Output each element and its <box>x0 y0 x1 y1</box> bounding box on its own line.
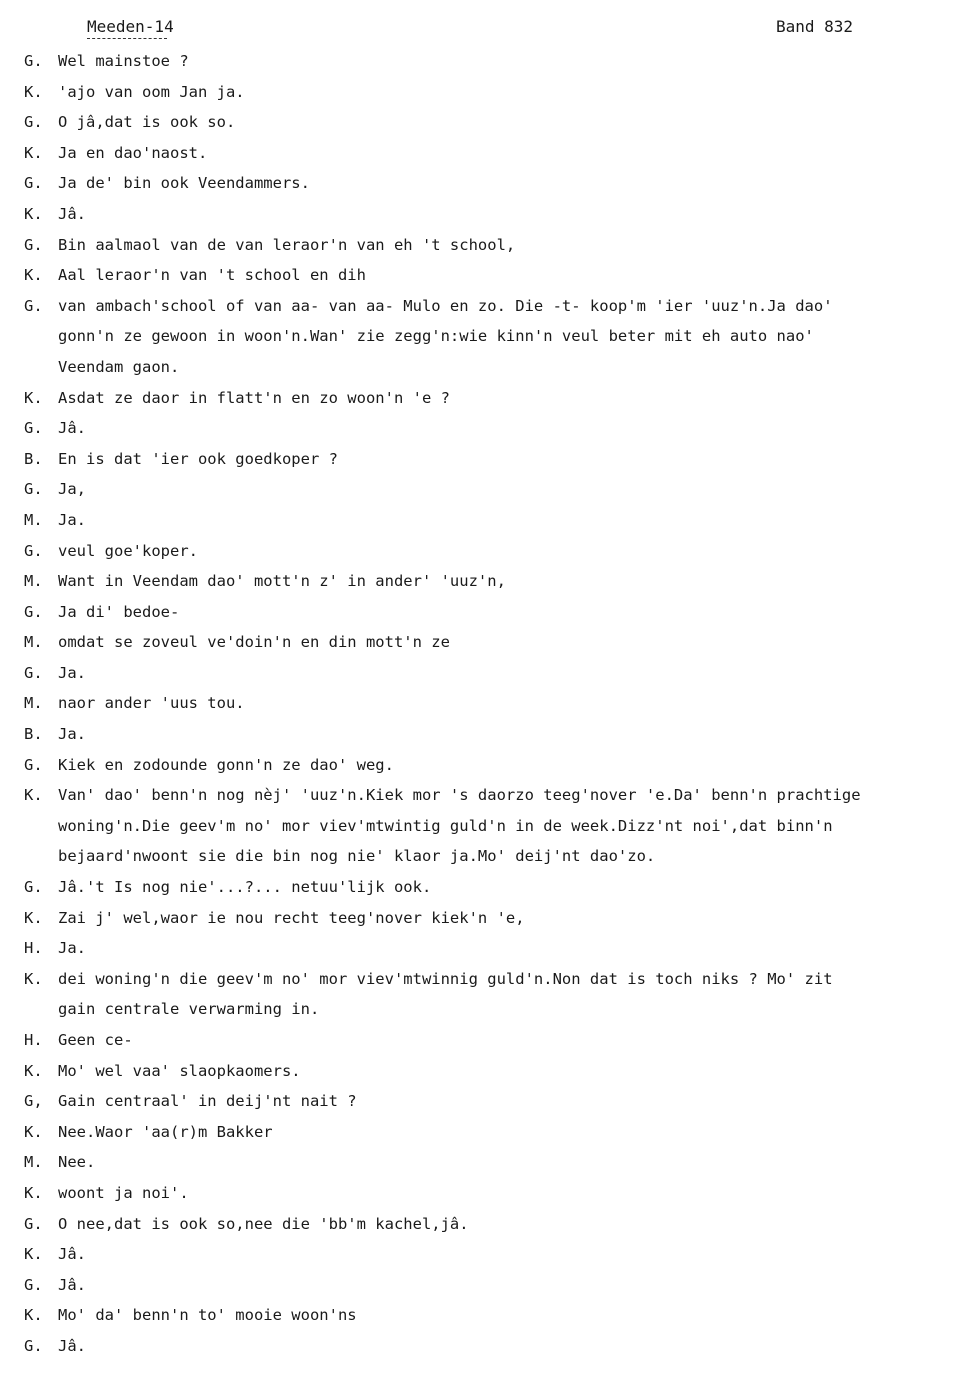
speaker-label: K. <box>24 1122 43 1141</box>
transcript-body <box>24 46 973 1362</box>
utterance-text: Jâ. <box>58 204 86 223</box>
utterance-text: Mo' wel vaa' slaopkaomers. <box>58 1061 301 1080</box>
transcript-line <box>24 321 973 352</box>
speaker-label: H. <box>24 939 43 958</box>
speaker-label: G. <box>24 755 43 774</box>
speaker-label: H. <box>24 1031 43 1049</box>
transcript-line <box>24 627 973 658</box>
speaker-label: K. <box>24 1061 43 1080</box>
speaker-label: G. <box>24 1214 43 1233</box>
utterance-text: Ja en dao'naost. <box>58 143 208 162</box>
speaker-label: K. <box>24 969 43 988</box>
utterance-text: Ja. <box>58 510 86 529</box>
utterance-text: Zai j' wel,waor ie nou recht teeg'nover kiek'n 'e, <box>58 908 525 927</box>
transcript-line <box>24 688 973 719</box>
speaker-label: G. <box>24 1275 43 1294</box>
utterance-text: dei woning'n die geev'm no' mor viev'mtwinnig guld'n.Non dat is toch niks ? Mo' zit <box>58 969 833 988</box>
utterance-text: van ambach'school of van aa- van aa- Mulo en zo. Die -t- koop'm 'ier 'uuz'n.Ja dao' <box>58 296 833 315</box>
document-title: Meeden-14 <box>87 17 174 36</box>
band-label: Band 832 <box>775 17 853 36</box>
transcript-line <box>24 199 973 230</box>
speaker-label: M. <box>24 1153 43 1172</box>
transcript-line <box>24 811 973 842</box>
speaker-label: G. <box>24 113 43 132</box>
transcript-line <box>24 1056 973 1087</box>
transcript-line <box>24 994 973 1025</box>
transcript-line <box>24 1239 973 1270</box>
utterance-text: gonn'n ze gewoon in woon'n.Wan' zie zegg'n:wie kinn'n veul beter mit eh auto nao' <box>58 327 814 346</box>
utterance-text: Want in Veendam dao' mott'n z' in ander' 'uuz'n, <box>58 572 506 591</box>
transcript-line <box>24 291 973 322</box>
transcript-line <box>24 1331 973 1362</box>
speaker-label: G, <box>24 1092 43 1111</box>
speaker-label: G. <box>24 480 43 499</box>
transcript-line <box>24 566 973 597</box>
utterance-text: Jâ. <box>58 1245 86 1264</box>
speaker-label: M. <box>24 572 43 591</box>
speaker-label: G. <box>24 419 43 438</box>
utterance-text: Veendam gaon. <box>58 357 180 376</box>
transcript-line <box>24 474 973 505</box>
utterance-text: Ja, <box>58 480 86 499</box>
utterance-text: Gain centraal' in deij'nt nait ? <box>58 1092 357 1111</box>
transcript-line <box>24 872 973 903</box>
utterance-text: woning'n.Die geev'm no' mor viev'mtwintig guld'n in de week.Dizz'nt noi',dat binn'n <box>58 816 833 835</box>
transcript-line <box>24 168 973 199</box>
transcript-line <box>24 964 973 995</box>
transcript-line <box>24 383 973 414</box>
transcript-line <box>24 77 973 108</box>
speaker-label: K. <box>24 143 43 162</box>
transcript-line <box>24 46 973 77</box>
utterance-text: Ja. <box>58 663 86 682</box>
utterance-text: O nee,dat is ook so,nee die 'bb'm kachel,jâ. <box>58 1214 469 1233</box>
transcript-line <box>24 413 973 444</box>
transcript-line <box>24 597 973 628</box>
speaker-label: M. <box>24 633 43 652</box>
transcript-line <box>24 536 973 567</box>
speaker-label: K. <box>24 266 43 285</box>
speaker-label: K. <box>24 82 43 101</box>
utterance-text: Mo' da' benn'n to' mooie woon'ns <box>58 1306 357 1325</box>
transcript-line <box>24 1300 973 1331</box>
utterance-text: Bin aalmaol van de van leraor'n van eh 't school, <box>58 235 516 254</box>
utterance-text: Nee. <box>58 1153 96 1172</box>
utterance-text: woont ja noi'. <box>58 1183 189 1202</box>
transcript-line <box>24 841 973 872</box>
utterance-text: Jâ. <box>58 1336 86 1355</box>
transcript-line <box>24 1086 973 1117</box>
speaker-label: G. <box>24 235 43 254</box>
speaker-label: K. <box>24 1245 43 1264</box>
utterance-text: omdat se zoveul ve'doin'n en din mott'n ze <box>58 633 450 652</box>
transcript-line <box>24 1270 973 1301</box>
speaker-label: B. <box>24 725 43 744</box>
utterance-text: veul goe'koper. <box>58 541 198 560</box>
utterance-text: naor ander 'uus tou. <box>58 694 245 713</box>
utterance-text: O jâ,dat is ook so. <box>58 113 236 132</box>
speaker-label: G. <box>24 1336 43 1355</box>
utterance-text: 'ajo van oom Jan ja. <box>58 82 245 101</box>
utterance-text: Ja di' bedoe- <box>58 602 180 621</box>
utterance-text: Nee.Waor 'aa(r)m Bakker <box>58 1122 273 1141</box>
speaker-label: K. <box>24 1306 43 1325</box>
speaker-label: M. <box>24 510 43 529</box>
transcript-line <box>24 750 973 781</box>
transcript-line <box>24 719 973 750</box>
speaker-label: G. <box>24 174 43 193</box>
transcript-line <box>24 444 973 475</box>
transcript-line <box>24 230 973 261</box>
speaker-label: K. <box>24 1183 43 1202</box>
utterance-text: Ja. <box>58 725 86 744</box>
utterance-text: Jâ. <box>58 1275 86 1294</box>
transcript-line <box>24 903 973 934</box>
transcript-line <box>24 1209 973 1240</box>
speaker-label: M. <box>24 694 43 713</box>
utterance-text: Van' dao' benn'n nog nèj' 'uuz'n.Kiek mor 's daorzo teeg'nover 'e.Da' benn'n prachtige <box>58 786 861 805</box>
speaker-label: K. <box>24 908 43 927</box>
speaker-label: K. <box>24 388 43 407</box>
transcript-line <box>24 138 973 169</box>
transcript-line <box>24 107 973 138</box>
utterance-text: Geen ce- <box>58 1031 133 1049</box>
utterance-text: Asdat ze daor in flatt'n en zo woon'n 'e ? <box>58 388 450 407</box>
title-underline <box>87 38 167 39</box>
transcript-line <box>24 1025 973 1056</box>
speaker-label: B. <box>24 449 43 468</box>
utterance-text: Aal leraor'n van 't school en dih <box>58 266 366 285</box>
transcript-line <box>24 1117 973 1148</box>
page-header <box>0 17 973 39</box>
utterance-text: Kiek en zodounde gonn'n ze dao' weg. <box>58 755 394 774</box>
speaker-label: K. <box>24 204 43 223</box>
transcript-line <box>24 933 973 964</box>
utterance-text: bejaard'nwoont sie die bin nog nie' klaor ja.Mo' deij'nt dao'zo. <box>58 847 656 866</box>
transcript-line <box>24 1147 973 1178</box>
speaker-label: G. <box>24 602 43 621</box>
speaker-label: G. <box>24 296 43 315</box>
speaker-label: K. <box>24 786 43 805</box>
speaker-label: G. <box>24 663 43 682</box>
utterance-text: En is dat 'ier ook goedkoper ? <box>58 449 338 468</box>
transcript-line <box>24 1178 973 1209</box>
transcript-line <box>24 505 973 536</box>
utterance-text: Ja. <box>58 939 86 958</box>
utterance-text: Ja de' bin ook Veendammers. <box>58 174 310 193</box>
transcript-line <box>24 658 973 689</box>
utterance-text: Jâ. <box>58 419 86 438</box>
speaker-label: G. <box>24 541 43 560</box>
transcript-line <box>24 780 973 811</box>
transcript-line <box>24 260 973 291</box>
speaker-label: G. <box>24 878 43 897</box>
utterance-text: Wel mainstoe ? <box>58 52 189 70</box>
speaker-label: G. <box>24 52 43 70</box>
transcript-line <box>24 352 973 383</box>
utterance-text: gain centrale verwarming in. <box>58 1000 320 1019</box>
utterance-text: Jâ.'t Is nog nie'...?... netuu'lijk ook. <box>58 878 432 897</box>
